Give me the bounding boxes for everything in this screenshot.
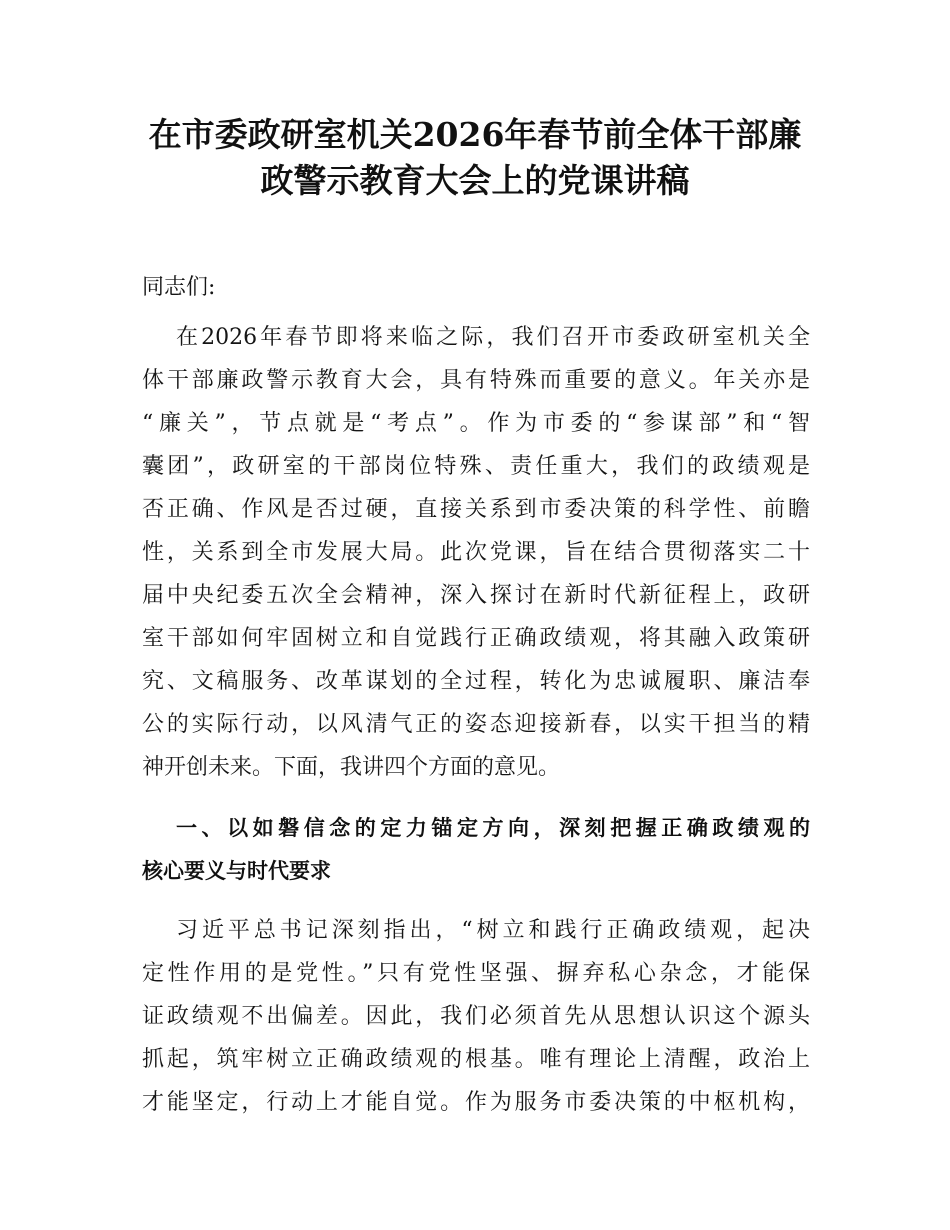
intro-paragraph-line: 体干部廉政警示教育大会，具有特殊而重要的意义。年关亦是 [142,368,810,393]
section-1-heading-line-2: 核心要义与时代要求 [142,859,331,883]
intro-paragraph-line: 公的实际行动，以风清气正的姿态迎接新春，以实干担当的精 [142,712,810,737]
document-title-line-1: 在市委政研室机关2026年春节前全体干部廉 [148,115,802,154]
document-title-line-2: 政警示教育大会上的党课讲稿 [260,161,690,200]
intro-paragraph-line: “廉关”，节点就是“考点”。作为市委的“参谋部”和“智 [142,411,810,436]
section-1-paragraph-line: 习近平总书记深刻指出，“树立和践行正确政绩观，起决 [176,918,810,943]
intro-paragraph-line: 性，关系到全市发展大局。此次党课，旨在结合贯彻落实二十 [142,540,810,565]
section-1-paragraph-line: 才能坚定，行动上才能自觉。作为服务市委决策的中枢机构， [142,1090,810,1115]
section-1-paragraph-line: 抓起，筑牢树立正确政绩观的根基。唯有理论上清醒，政治上 [142,1047,810,1072]
intro-paragraph-line: 否正确、作风是否过硬，直接关系到市委决策的科学性、前瞻 [142,497,810,522]
intro-paragraph-line: 究、文稿服务、改革谋划的全过程，转化为忠诚履职、廉洁奉 [142,669,810,694]
intro-paragraph-line: 室干部如何牢固树立和自觉践行正确政绩观，将其融入政策研 [142,626,810,651]
section-1-paragraph-line: 证政绩观不出偏差。因此，我们必须首先从思想认识这个源头 [142,1004,810,1029]
salutation: 同志们: [142,275,216,300]
intro-paragraph-line: 囊团”，政研室的干部岗位特殊、责任重大，我们的政绩观是 [142,454,810,479]
section-1-heading-line-1: 一、以如磐信念的定力锚定方向，深刻把握正确政绩观的 [176,816,810,840]
section-1-paragraph-line: 定性作用的是党性。”只有党性坚强、摒弃私心杂念，才能保 [142,961,810,986]
intro-paragraph-line: 神开创未来。下面，我讲四个方面的意见。 [142,755,561,780]
intro-paragraph-line: 在2026年春节即将来临之际，我们召开市委政研室机关全 [176,325,810,350]
intro-paragraph-line: 届中央纪委五次全会精神，深入探讨在新时代新征程上，政研 [142,583,810,608]
